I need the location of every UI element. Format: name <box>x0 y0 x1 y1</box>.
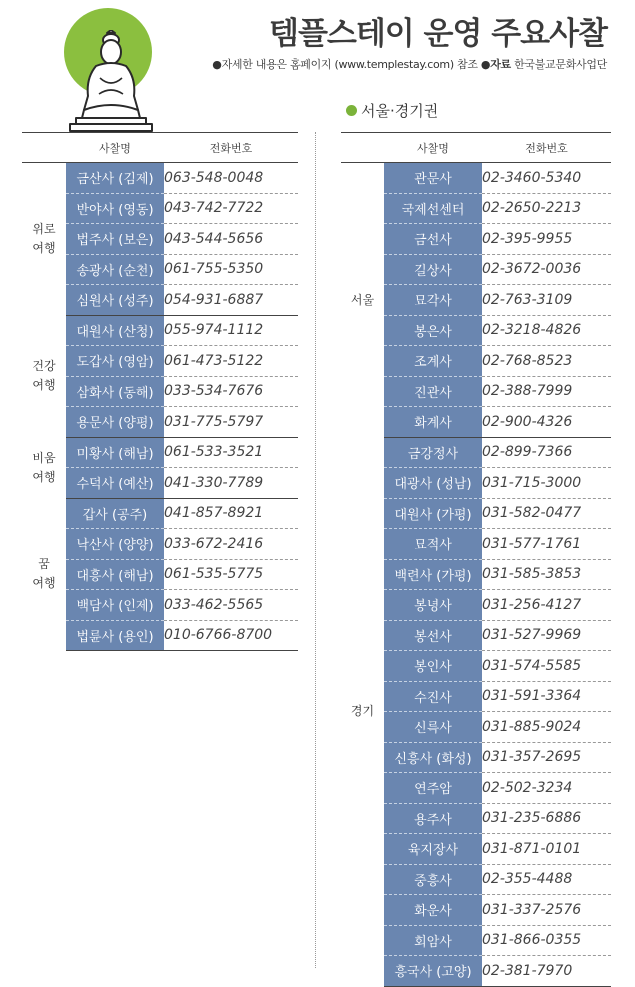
phone-cell: 063-548-0048 <box>164 163 298 194</box>
phone-cell: 031-256-4127 <box>482 590 611 621</box>
temple-name-cell: 신흥사 (화성) <box>384 742 482 773</box>
temple-name-cell: 금선사 <box>384 224 482 255</box>
header-group-blank <box>22 133 66 163</box>
header-temple: 사찰명 <box>384 133 482 163</box>
phone-cell: 02-3672-0036 <box>482 254 611 285</box>
header-phone: 전화번호 <box>164 133 298 163</box>
phone-cell: 031-715-3000 <box>482 468 611 499</box>
table-header-row <box>22 133 298 163</box>
table-row <box>341 163 611 194</box>
bullet-icon: ● <box>480 58 491 71</box>
source-name: 한국불교문화사업단 <box>514 58 607 71</box>
group-label-line: 여행 <box>32 469 56 484</box>
temple-name-cell: 송광사 (순천) <box>66 254 164 285</box>
temple-name-cell: 도갑사 (영암) <box>66 346 164 377</box>
temple-name-cell: 육지장사 <box>384 834 482 865</box>
phone-cell: 061-755-5350 <box>164 254 298 285</box>
temple-name-cell: 미황사 (해남) <box>66 437 164 468</box>
phone-cell: 02-3218-4826 <box>482 315 611 346</box>
phone-cell: 031-337-2576 <box>482 895 611 926</box>
phone-cell: 031-577-1761 <box>482 529 611 560</box>
group-label <box>22 498 66 651</box>
temple-name-cell: 대원사 (가평) <box>384 498 482 529</box>
phone-cell: 033-534-7676 <box>164 376 298 407</box>
temple-name-cell: 진관사 <box>384 376 482 407</box>
table-row <box>341 437 611 468</box>
phone-cell: 02-763-3109 <box>482 285 611 316</box>
phone-cell: 02-2650-2213 <box>482 193 611 224</box>
phone-cell: 02-395-9955 <box>482 224 611 255</box>
phone-cell: 061-535-5775 <box>164 559 298 590</box>
temple-name-cell: 묘각사 <box>384 285 482 316</box>
temple-name-cell: 금산사 (김제) <box>66 163 164 194</box>
phone-cell: 031-775-5797 <box>164 407 298 438</box>
phone-cell: 041-330-7789 <box>164 468 298 499</box>
phone-cell: 031-866-0355 <box>482 925 611 956</box>
temple-name-cell: 묘적사 <box>384 529 482 560</box>
group-label-line: 비움 <box>32 450 56 465</box>
group-label-line: 서울 <box>350 292 375 307</box>
temple-name-cell: 중흥사 <box>384 864 482 895</box>
page-title: 템플스테이 운영 주요사찰 <box>269 16 607 52</box>
source-label: 자료 <box>490 58 511 71</box>
temple-name-cell: 화운사 <box>384 895 482 926</box>
region-heading <box>346 100 438 121</box>
temple-name-cell: 갑사 (공주) <box>66 498 164 529</box>
right-temple-table <box>341 132 611 987</box>
phone-cell: 031-591-3364 <box>482 681 611 712</box>
phone-cell: 02-355-4488 <box>482 864 611 895</box>
temple-name-cell: 관문사 <box>384 163 482 194</box>
column-divider <box>315 132 316 968</box>
temple-name-cell: 회암사 <box>384 925 482 956</box>
phone-cell: 02-502-3234 <box>482 773 611 804</box>
phone-cell: 031-527-9969 <box>482 620 611 651</box>
group-label-line: 꿈 <box>38 557 50 572</box>
table-row <box>22 315 298 346</box>
temple-name-cell: 낙산사 (양양) <box>66 529 164 560</box>
phone-cell: 031-885-9024 <box>482 712 611 743</box>
temple-name-cell: 봉인사 <box>384 651 482 682</box>
phone-cell: 061-533-3521 <box>164 437 298 468</box>
temple-name-cell: 화계사 <box>384 407 482 438</box>
temple-name-cell: 흥국사 (고양) <box>384 956 482 987</box>
temple-name-cell: 용주사 <box>384 803 482 834</box>
group-label <box>341 163 384 438</box>
temple-name-cell: 봉녕사 <box>384 590 482 621</box>
phone-cell: 055-974-1112 <box>164 315 298 346</box>
left-temple-table <box>22 132 298 651</box>
phone-cell: 043-544-5656 <box>164 224 298 255</box>
group-label-line: 여행 <box>32 576 56 591</box>
region-title: 서울·경기권 <box>361 102 439 120</box>
table-row <box>22 163 298 194</box>
temple-name-cell: 삼화사 (동해) <box>66 376 164 407</box>
group-label <box>22 315 66 437</box>
subtitle-note <box>212 56 607 72</box>
table-row <box>22 437 298 468</box>
phone-cell: 041-857-8921 <box>164 498 298 529</box>
phone-cell: 02-388-7999 <box>482 376 611 407</box>
temple-name-cell: 봉은사 <box>384 315 482 346</box>
header-temple: 사찰명 <box>66 133 164 163</box>
group-label-line: 위로 <box>32 222 56 236</box>
temple-name-cell: 대광사 (성남) <box>384 468 482 499</box>
phone-cell: 02-381-7970 <box>482 956 611 987</box>
temple-name-cell: 대원사 (산청) <box>66 315 164 346</box>
group-label-line: 건강 <box>32 359 56 373</box>
temple-name-cell: 국제선센터 <box>384 193 482 224</box>
temple-name-cell: 용문사 (양평) <box>66 407 164 438</box>
temple-name-cell: 길상사 <box>384 254 482 285</box>
temple-name-cell: 반야사 (영동) <box>66 193 164 224</box>
homepage-note: 자세한 내용은 홈페이지 (www.templestay.com) 참조 <box>221 58 478 71</box>
temple-name-cell: 백담사 (인제) <box>66 590 164 621</box>
phone-cell: 031-235-6886 <box>482 803 611 834</box>
temple-name-cell: 조계사 <box>384 346 482 377</box>
group-label-line: 경기 <box>350 704 375 718</box>
phone-cell: 031-585-3853 <box>482 559 611 590</box>
table-row <box>22 498 298 529</box>
green-dot-icon <box>346 105 357 116</box>
phone-cell: 031-582-0477 <box>482 498 611 529</box>
temple-name-cell: 연주암 <box>384 773 482 804</box>
table-header-row <box>341 133 611 163</box>
phone-cell: 043-742-7722 <box>164 193 298 224</box>
group-label <box>22 437 66 498</box>
temple-name-cell: 금강정사 <box>384 437 482 468</box>
header-group-blank <box>341 133 384 163</box>
phone-cell: 031-357-2695 <box>482 742 611 773</box>
group-label-line: 여행 <box>32 378 56 392</box>
buddha-statue-icon <box>66 30 156 132</box>
phone-cell: 010-6766-8700 <box>164 620 298 651</box>
group-label <box>22 163 66 316</box>
phone-cell: 033-672-2416 <box>164 529 298 560</box>
group-label <box>341 437 384 986</box>
phone-cell: 02-899-7366 <box>482 437 611 468</box>
temple-name-cell: 수덕사 (예산) <box>66 468 164 499</box>
temple-name-cell: 봉선사 <box>384 620 482 651</box>
temple-name-cell: 신륵사 <box>384 712 482 743</box>
temple-name-cell: 심원사 (성주) <box>66 285 164 316</box>
phone-cell: 033-462-5565 <box>164 590 298 621</box>
phone-cell: 031-871-0101 <box>482 834 611 865</box>
phone-cell: 061-473-5122 <box>164 346 298 377</box>
temple-name-cell: 대흥사 (해남) <box>66 559 164 590</box>
phone-cell: 054-931-6887 <box>164 285 298 316</box>
phone-cell: 031-574-5585 <box>482 651 611 682</box>
temple-name-cell: 법륜사 (용인) <box>66 620 164 651</box>
group-label-line: 여행 <box>32 241 56 255</box>
temple-name-cell: 백련사 (가평) <box>384 559 482 590</box>
phone-cell: 02-900-4326 <box>482 407 611 438</box>
header-phone: 전화번호 <box>482 133 611 163</box>
temple-name-cell: 법주사 (보은) <box>66 224 164 255</box>
phone-cell: 02-3460-5340 <box>482 163 611 194</box>
bullet-icon: ● <box>212 58 222 71</box>
phone-cell: 02-768-8523 <box>482 346 611 377</box>
temple-name-cell: 수진사 <box>384 681 482 712</box>
